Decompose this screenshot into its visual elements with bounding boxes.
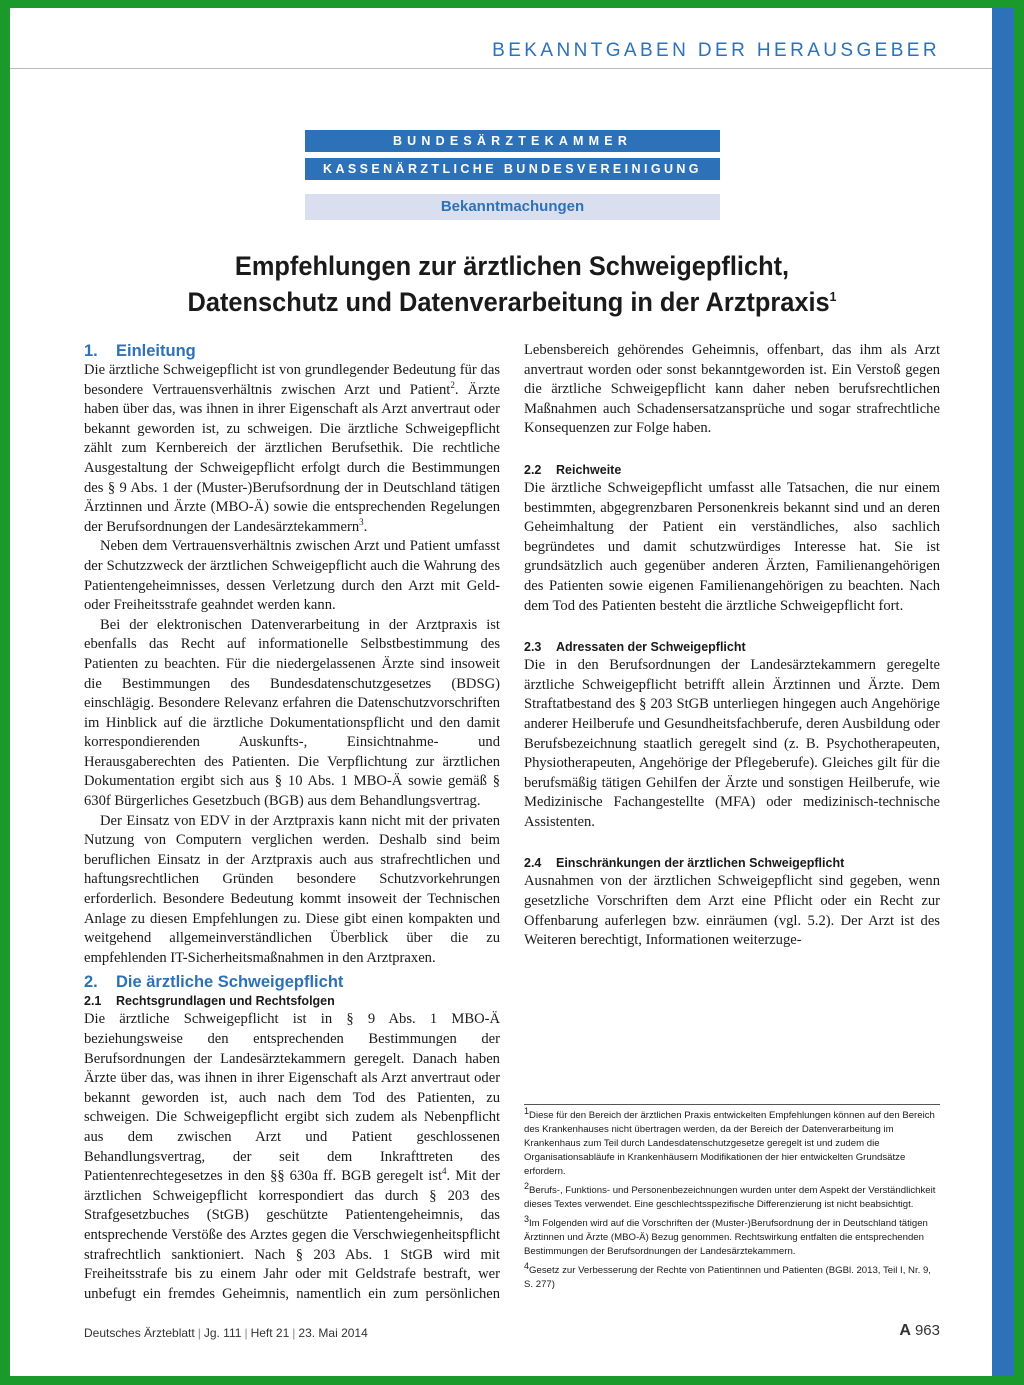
paragraph: Bei der elektronischen Datenverarbeitung in der Arztpraxis ist ebenfalls das Recht auf informationelle Selbstbestimmung des Patienten zu beachten. Für die niedergelassenen Ärzte sind insoweit die Bestimmungen des Bundesdatenschutzgesetzes (BDSG) einschlägig. Besondere Relevanz erfahren die Datenschutzvorschriften im Hinblick auf die ärztliche Dokumentationspflicht und den damit korrespondierenden Auskunfts-, Einsichtnahme- und Herausgaberechten des Patienten. Die Verpflichtung zur ärztlichen Dokumentation ergibt sich aus § 10 Abs. 1 MBO-Ä sowie gemäß § 630f Bürgerliches Gesetzbuch (BGB) aus dem Behandlungsvertrag. [84,616,500,810]
footnote: $^2$Berufs-, Funktions- und Personenbezeichnungen wurden unter dem Aspekt der Verständlichkeit dieses Textes verwendet. Eine geschlechtsspezifische Differenzierung ist nicht beabsichtigt. [524,1180,936,1210]
right-column [524,341,940,951]
subsection-heading-2-1: 2.1 Rechtsgrundlagen und Rechtsfolgen [84,994,335,1009]
paragraph: Die ärztliche Schweigepflicht ist von grundlegender Bedeutung für das besondere Vertrauensverhältnis zwischen Arzt und Patient$^2$. Ärzte haben über das, was ihnen in ihrer Eigenschaft als Arzt anvertraut oder bekannt geworden ist, zu schweigen. Die ärztliche Schweigepflicht zählt zum Kernbereich der ärztlichen Berufsethik. Die rechtliche Ausgestaltung der Schweigepflicht erfolgt durch die Bestimmungen des § 9 Abs. 1 der (Muster-)Berufsordnung der in Deutschland tätigen Ärztinnen und Ärzte (MBO-Ä) sowie die entsprechenden Regelungen der Berufsordnungen der Landesärztekammern$^3$. [84,362,500,535]
volume: Jg. 111 [203,1326,242,1340]
subsection-heading-2-4: 2.4 Einschränkungen der ärztlichen Schweigepflicht [524,856,845,871]
page-number: A 963 [899,1322,940,1339]
subsection-heading-2-3: 2.3 Adressaten der Schweigepflicht [524,640,746,655]
footnote: $^1$Diese für den Bereich der ärztlichen Praxis entwickelten Empfehlungen können auf den Bereich des Krankenhauses nicht übertragen werden, da der Bereich der Datenverarbeitung im Krankenhaus zum Teil durch Landesdatenschutzgesetze geregelt ist und zudem die Organisationsabläufe in Krankenhäusern Modifikationen der hier entwickelten Grundsätze erfordern. [524,1105,935,1177]
journal-name: Deutsches Ärzteblatt [84,1326,195,1340]
issue: Heft 21 [250,1326,290,1340]
title-line-1: Empfehlungen zur ärztlichen Schweigepflicht, [234,251,790,281]
paragraph: Neben dem Vertrauensverhältnis zwischen Arzt und Patient umfasst der Schutzzweck der ärztlichen Schweigepflicht auch die Wahrung des Patientengeheimnisses, dessen Verletzung durch den Arzt mit Geld- oder Freiheitsstrafe geahndet werden kann. [84,538,500,614]
footnote-ref: 3 [359,516,364,527]
section-heading-1: 1. Einleitung [84,342,196,360]
announcement-bar: Bekanntmachungen [305,194,720,220]
paragraph: Der Einsatz von EDV in der Arztpraxis kann nicht mit der privaten Nutzung von Computern verglichen werden. Deshalb sind beim beruflichen Einsatz in der Arztpraxis auch aus strafrechtlichen und haftungsrechtlichen Gründen besondere Schutzvorkehrungen erforderlich. Besondere Bedeutung kommt insoweit der Technischen Anlage zu diesen Empfehlungen zu. Diese gibt einen kompakten und weitgehend allgemeinverständlichen Überblick über die zu empfehlenden IT-Sicherheitsmaßnahmen in den Arztpraxen. [84,812,500,966]
section-header: BEKANNTGABEN DER HERAUSGEBER [492,40,940,61]
title-line-2: Datenschutz und Datenverarbeitung in der Arztpraxis [187,287,830,317]
footnotes [524,1104,940,1297]
org-bar-kbv: KASSENÄRZTLICHE BUNDESVEREINIGUNG [305,158,720,180]
date: 23. Mai 2014 [298,1326,368,1340]
paragraph: Die ärztliche Schweigepflicht umfasst alle Tatsachen, die nur einem bestimmten, abgegrenzbaren Personenkreis bekannt sind und an deren Geheimhaltung der Patient ein verständliches, also sachlich begründetes und damit schutzwürdiges Interesse hat. Sie ist grundsätzlich auch gegenüber anderen Ärzten, Familienangehörigen des Patienten sowie eigenen Familienangehörigen zu beachten. Nach dem Tod des Patienten besteht die ärztliche Schweigepflicht fort. [524,479,940,614]
article-title [97,248,928,320]
paragraph: Die ärztliche Schweigepflicht ist in § 9 Abs. 1 MBO-Ä beziehungsweise den entsprechenden Bestimmungen der Berufsordnungen der Landesärztekammern geregelt. Danach haben Ärzte über das, was ihnen in ihrer Eigenschaft als Arzt anvertraut oder bekannt geworden ist, auch nach dem Tod des Patienten, zu schweigen. Die Schweigepflicht ergibt sich zudem als Nebenpflicht aus dem zwischen Arzt und Patient geschlossenen Behandlungsvertrag, der seit dem Inkrafttreten des Patientenrechtegesetzes in den §§ 630a ff. BGB geregelt ist$^4$. Mit der ärztlichen Schweigepflicht korrespondiert das durch § 203 des Strafgesetzbuches (StGB) geschützte Patientengeheimnis, das entsprechende Verstöße des Arztes gegen die Verschwiegenheitspflicht strafrechtlich sanktioniert. Nach § 203 Abs. 1 StGB wird mit Freiheitsstrafe bis zu einem Jahr oder mit Geldstrafe bestraft, wer unbefugt ein fremdes Geheimnis, namentlich ein zum persönlichen [84,1011,501,1302]
paragraph: Ausnahmen von der ärztlichen Schweigepflicht sind gegeben, wenn gesetzliche Vorschriften dem Arzt eine Pflicht oder ein Recht zur Offenbarung auferlegen bzw. einräumen (vgl. 5.2). Der Arzt ist des Weiteren berechtigt, Informationen weiterzuge- [524,873,940,949]
footnote-ref: 4 [442,1166,447,1177]
subsection-heading-2-2: 2.2 Reichweite [524,462,622,477]
left-column [84,341,500,1304]
footnote-ref: 2 [450,379,455,390]
org-bar-baek: BUNDESÄRZTEKAMMER [305,130,720,152]
footer-citation: Deutsches Ärzteblatt | Jg. 111 | Heft 21 | 23. Mai 2014 [84,1326,368,1340]
journal-page [10,8,1014,1376]
paragraph: Lebensbereich gehörendes Geheimnis, offenbart, das ihm als Arzt anvertraut worden oder sonst bekanntgeworden ist. Ein Verstoß gegen die ärztliche Schweigepflicht kann daher neben berufsrechtlichen Maßnahmen auch Schadensersatzansprüche und sogar strafrechtliche Konsequenzen zur Folge haben. [524,342,941,437]
header-rule [10,68,992,69]
paragraph: Die in den Berufsordnungen der Landesärztekammern geregelte ärztliche Schweigepflicht betrifft allein Ärztinnen und Ärzte. Dem Straftatbestand des § 203 StGB unterliegen hingegen auch Angehörige anderer Heilberufe und Gesundheitsfachberufe, deren Ausbildung oder Berufsbezeichnung staatlich geregelt sind (z. B. Psychotherapeuten, Physiotherapeuten, Angehörige der Pflegeberufe). Gleiches gilt für die berufsmäßig tätigen Gehilfen der Ärzte und sonstigen Heilberufe, wie Medizinische Fachangestellte (MFA) oder medizinisch-technische Assistenten. [524,657,940,830]
title-footnote-ref: 1 [829,289,837,304]
footnote: $^3$Im Folgenden wird auf die Vorschriften der (Muster-)Berufsordnung der in Deutschland tätigen Ärztinnen und Ärzte (MBO-Ä) Bezug genommen. Rechtswirkung entfalten die entsprechenden Bestimmungen der Berufsordnungen der Landesärztekammern. [524,1213,928,1257]
side-color-strip [992,8,1014,1376]
section-heading-2: 2. Die ärztliche Schweigepflicht [84,973,344,992]
footnote: $^4$Gesetz zur Verbesserung der Rechte von Patientinnen und Patienten (BGBl. 2013, Teil I, Nr. 9, S. 277) [524,1260,931,1290]
